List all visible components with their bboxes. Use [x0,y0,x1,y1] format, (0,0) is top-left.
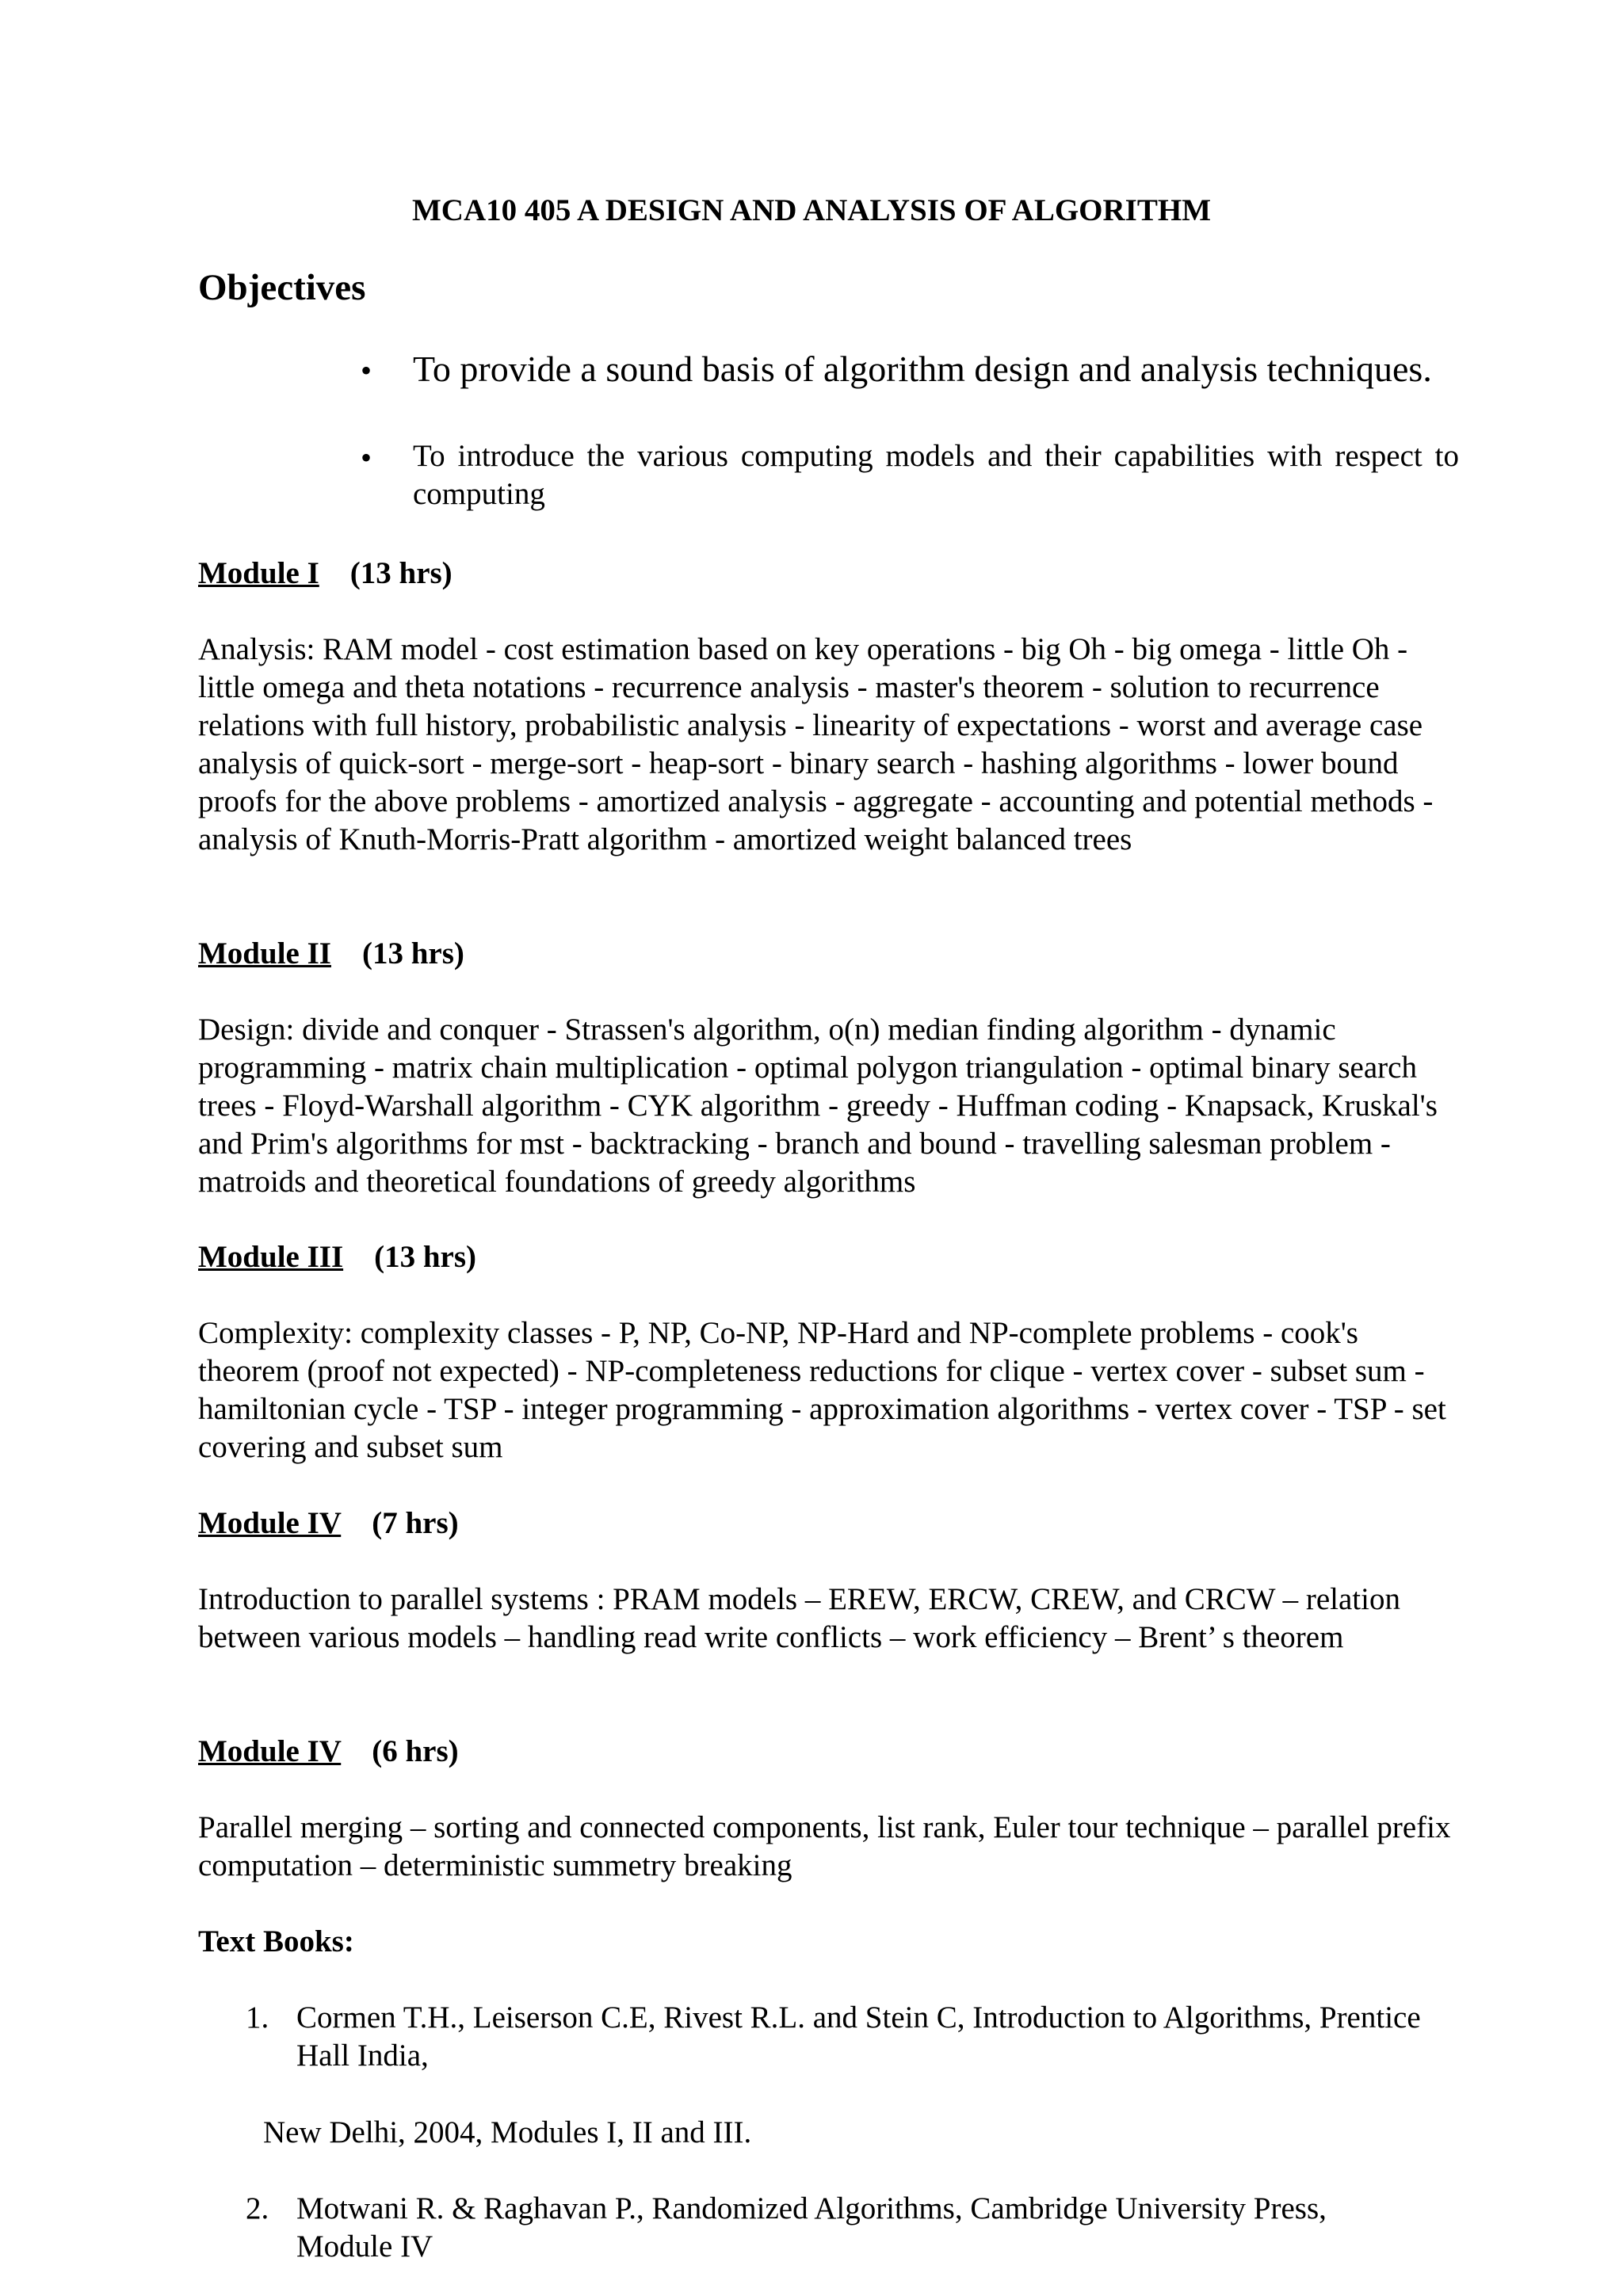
module-content: Analysis: RAM model - cost estimation based on key operations - big Oh - big omega - little Oh - little omega and theta notations - recurrence analysis - master's theorem - solution to recurrence relations with full history, probabilistic analysis - linearity of expectations - worst and average case analysis of quick-sort - merge-sort - heap-sort - binary search - hashing algorithms - lower bound proofs for the above problems - amortized analysis - aggregate - accounting and potential methods - analysis of Knuth-Morris-Pratt algorithm - amortized weight balanced trees [198,632,1434,856]
module-heading [198,1733,459,1771]
objectives-heading: Objectives [198,267,366,308]
module-name: Module I [198,556,319,590]
document-title: MCA10 405 A DESIGN AND ANALYSIS OF ALGORITHM [411,193,1212,227]
module-content: Introduction to parallel systems : PRAM models – EREW, ERCW, CREW, and CRCW – relation between various models – handling read write conflicts – work efficiency – Brent’ s theorem [198,1582,1400,1654]
module-content: Complexity: complexity classes - P, NP, Co-NP, NP-Hard and NP-complete problems - cook's theorem (proof not expected) - NP-completeness reductions for clique - vertex cover - subset sum - hamiltonian cycle - TSP - integer programming - approximation algorithms - vertex cover - TSP - set covering and subset sum [198,1316,1446,1464]
module-name: Module III [198,1240,344,1274]
module-name: Module IV [198,1506,342,1540]
module-heading [198,1505,459,1543]
module-hours: (13 hrs) [374,1240,477,1274]
module-hours: (13 hrs) [361,936,464,971]
bullet-icon: • [360,440,372,475]
module-name: Module IV [198,1734,342,1768]
module-heading [198,1238,476,1276]
list-number: 2. [246,2191,269,2225]
objective-text: To provide a sound basis of algorithm design and analysis techniques. [413,349,1432,389]
objective-text: To introduce the various computing models and their capabilities with respect to computing [413,439,1459,511]
module-heading [198,935,464,973]
text-book-text: Cormen T.H., Leiserson C.E, Rivest R.L. and Stein C, Introduction to Algorithms, Prentice Hall India, [296,2000,1421,2073]
module-content: Design: divide and conquer - Strassen's algorithm, o(n) median finding algorithm - dynamic programming - matrix chain multiplication - optimal polygon triangulation - optimal binary search trees - Floyd-Warshall algorithm - CYK algorithm - greedy - Huffman coding - Knapsack, Kruskal's and Prim's algorithms for mst - backtracking - branch and bound - travelling salesman problem - matroids and theoretical foundations of greedy algorithms [198,1013,1438,1199]
text-book-continuation: New Delhi, 2004, Modules I, II and III. [263,2115,752,2149]
bullet-icon: • [360,353,372,388]
module-hours: (7 hrs) [372,1506,459,1540]
text-books-heading: Text Books: [198,1924,354,1958]
module-hours: (13 hrs) [349,556,453,590]
text-book-text: Motwani R. & Raghavan P., Randomized Algorithms, Cambridge University Press, Module IV [296,2191,1327,2264]
module-heading [198,555,453,593]
module-hours: (6 hrs) [372,1734,459,1768]
module-name: Module II [198,936,331,971]
list-number: 1. [246,2000,269,2035]
module-content: Parallel merging – sorting and connected components, list rank, Euler tour technique – parallel prefix computation – deterministic summetry breaking [198,1810,1451,1882]
